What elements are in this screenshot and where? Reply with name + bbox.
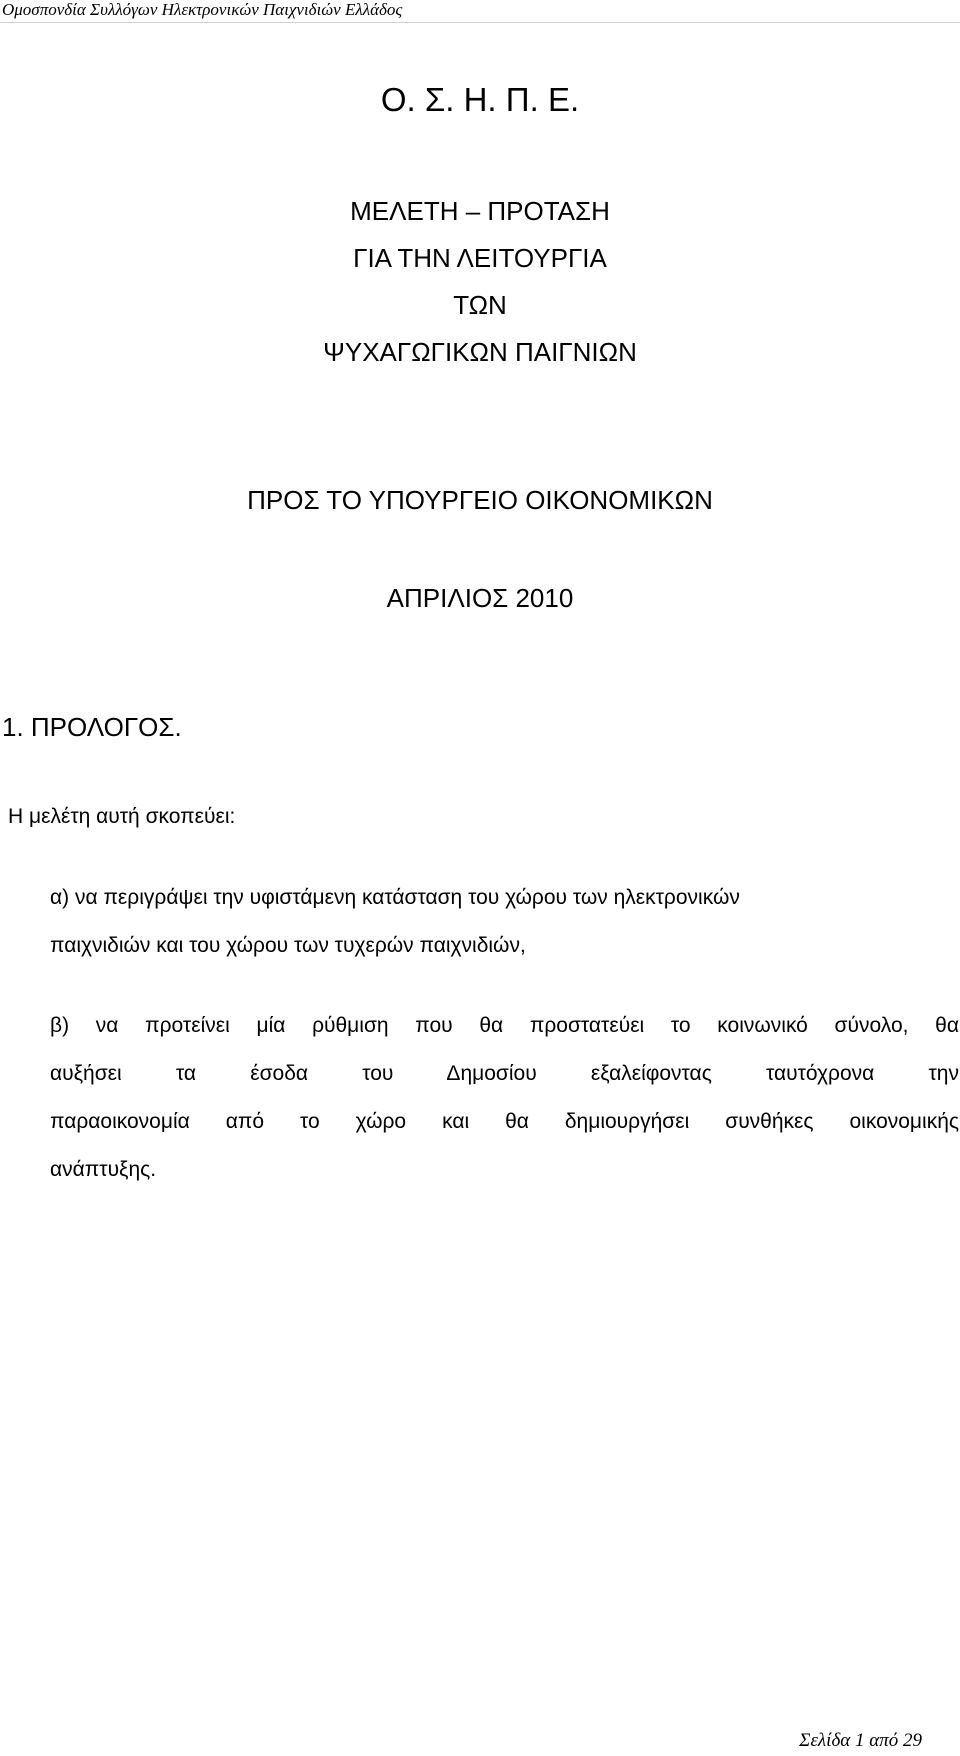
document-date: ΑΠΡΙΛΙΟΣ 2010: [386, 583, 574, 613]
header-divider: [0, 22, 960, 23]
paragraph-line: α) να περιγράψει την υφιστάμενη κατάσταση του χώρου των ηλεκτρονικών: [50, 886, 740, 909]
paragraph-line: β) να προτείνει μία ρύθμιση που θα προστατεύει το κοινωνικό σύνολο, θα: [50, 1014, 959, 1037]
title-line: ΤΩΝ: [453, 290, 507, 320]
recipient-line: ΠΡΟΣ ΤΟ ΥΠΟΥΡΓΕΙΟ ΟΙΚΟΝΟΜΙΚΩΝ: [247, 485, 713, 515]
paragraph-line: αυξήσει τα έσοδα του Δημοσίου εξαλείφοντας ταυτόχρονα την: [50, 1062, 959, 1085]
running-header: Ομοσπονδία Συλλόγων Ηλεκτρονικών Παιχνιδιών Ελλάδος: [2, 0, 403, 19]
document-title: [0, 188, 960, 376]
paragraph-line: ανάπτυξης.: [50, 1158, 157, 1181]
paragraph-line: παιχνιδιών και του χώρου των τυχερών παιχνιδιών,: [50, 934, 526, 957]
section-heading: 1. ΠΡΟΛΟΓΟΣ.: [2, 712, 182, 742]
section-intro: Η μελέτη αυτή σκοπεύει:: [8, 805, 236, 828]
paragraph-b: [50, 1002, 959, 1194]
title-line: ΨΥΧΑΓΩΓΙΚΩΝ ΠΑΙΓΝΙΩΝ: [323, 337, 637, 367]
organization-abbreviation: Ο. Σ. Η. Π. Ε.: [380, 81, 580, 118]
paragraph-a: [50, 874, 959, 970]
paragraph-line: παραοικονομία από το χώρο και θα δημιουργήσει συνθήκες οικονομικής: [50, 1110, 959, 1133]
page-number: Σελίδα 1 από 29: [799, 1730, 922, 1751]
title-line: ΓΙΑ ΤΗΝ ΛΕΙΤΟΥΡΓΙΑ: [353, 243, 607, 273]
title-line: ΜΕΛΕΤΗ – ΠΡΟΤΑΣΗ: [350, 196, 610, 226]
